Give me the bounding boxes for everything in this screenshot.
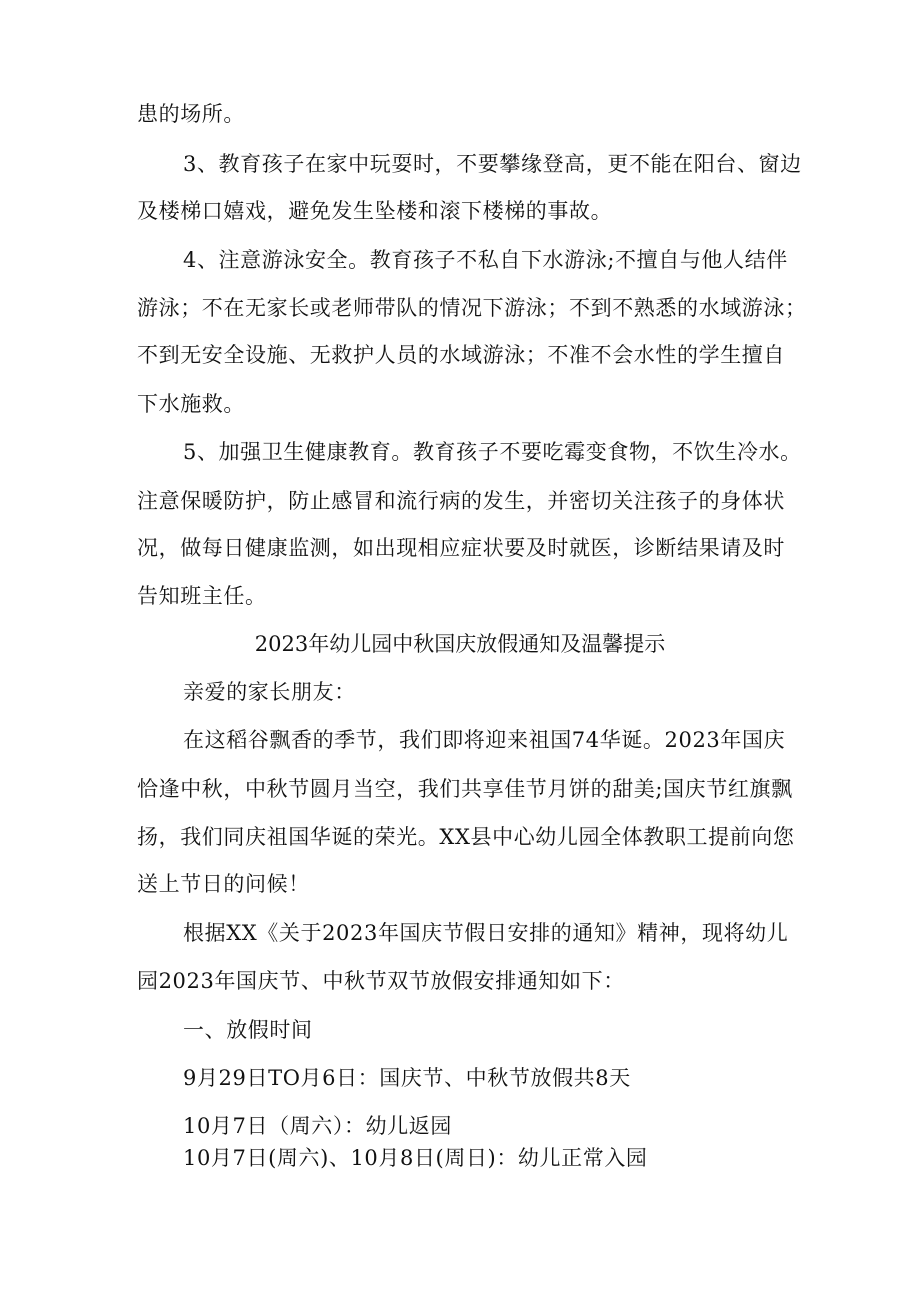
- paragraph-line: 根据XX《关于2023年国庆节假日安排的通知》精神，现将幼儿: [183, 921, 789, 945]
- paragraph-line: 告知班主任。: [137, 584, 267, 608]
- greeting: 亲爱的家长朋友：: [183, 680, 356, 704]
- paragraph-line: 患的场所。: [137, 102, 245, 126]
- paragraph-line: 4、注意游泳安全。教育孩子不私自下水游泳;不擅自与他人结伴: [183, 248, 788, 272]
- schedule-line: 9月29日TO月6日：国庆节、中秋节放假共8天: [183, 1066, 631, 1090]
- paragraph-line: 及楼梯口嬉戏，避免发生坠楼和滚下楼梯的事故。: [137, 199, 613, 223]
- paragraph-line: 不到无安全设施、无救护人员的水域游泳；不准不会水性的学生擅自: [137, 343, 785, 367]
- paragraph-line: 注意保暖防护，防止感冒和流行病的发生，并密切关注孩子的身体状: [137, 489, 785, 513]
- paragraph-line: 扬，我们同庆祖国华诞的荣光。XX县中心幼儿园全体教职工提前向您: [137, 825, 795, 849]
- paragraph-line: 在这稻谷飘香的季节，我们即将迎来祖国74华诞。2023年国庆: [183, 728, 786, 752]
- paragraph-line: 5、加强卫生健康教育。教育孩子不要吃霉变食物，不饮生冷水。: [183, 440, 802, 464]
- paragraph-line: 园2023年国庆节、中秋节双节放假安排通知如下：: [137, 969, 625, 993]
- schedule-line: 10月7日（周六）：幼儿返园: [183, 1114, 452, 1138]
- paragraph-line: 况，做每日健康监测，如出现相应症状要及时就医，诊断结果请及时: [137, 536, 785, 560]
- paragraph-line: 3、教育孩子在家中玩耍时，不要攀缘登高，更不能在阳台、窗边: [183, 152, 802, 176]
- paragraph-line: 送上节日的问候！: [137, 872, 310, 896]
- paragraph-line: 游泳；不在无家长或老师带队的情况下游泳；不到不熟悉的水域游泳；: [137, 296, 807, 320]
- section-heading: 一、放假时间: [183, 1018, 313, 1042]
- notice-title: 2023年幼儿园中秋国庆放假通知及温馨提示: [254, 632, 666, 656]
- paragraph-line: 下水施救。: [137, 392, 245, 416]
- schedule-line: 10月7日(周六)、10月8日(周日)：幼儿正常入园: [183, 1146, 648, 1170]
- paragraph-line: 恰逢中秋，中秋节圆月当空，我们共享佳节月饼的甜美;国庆节红旗飘: [137, 777, 793, 801]
